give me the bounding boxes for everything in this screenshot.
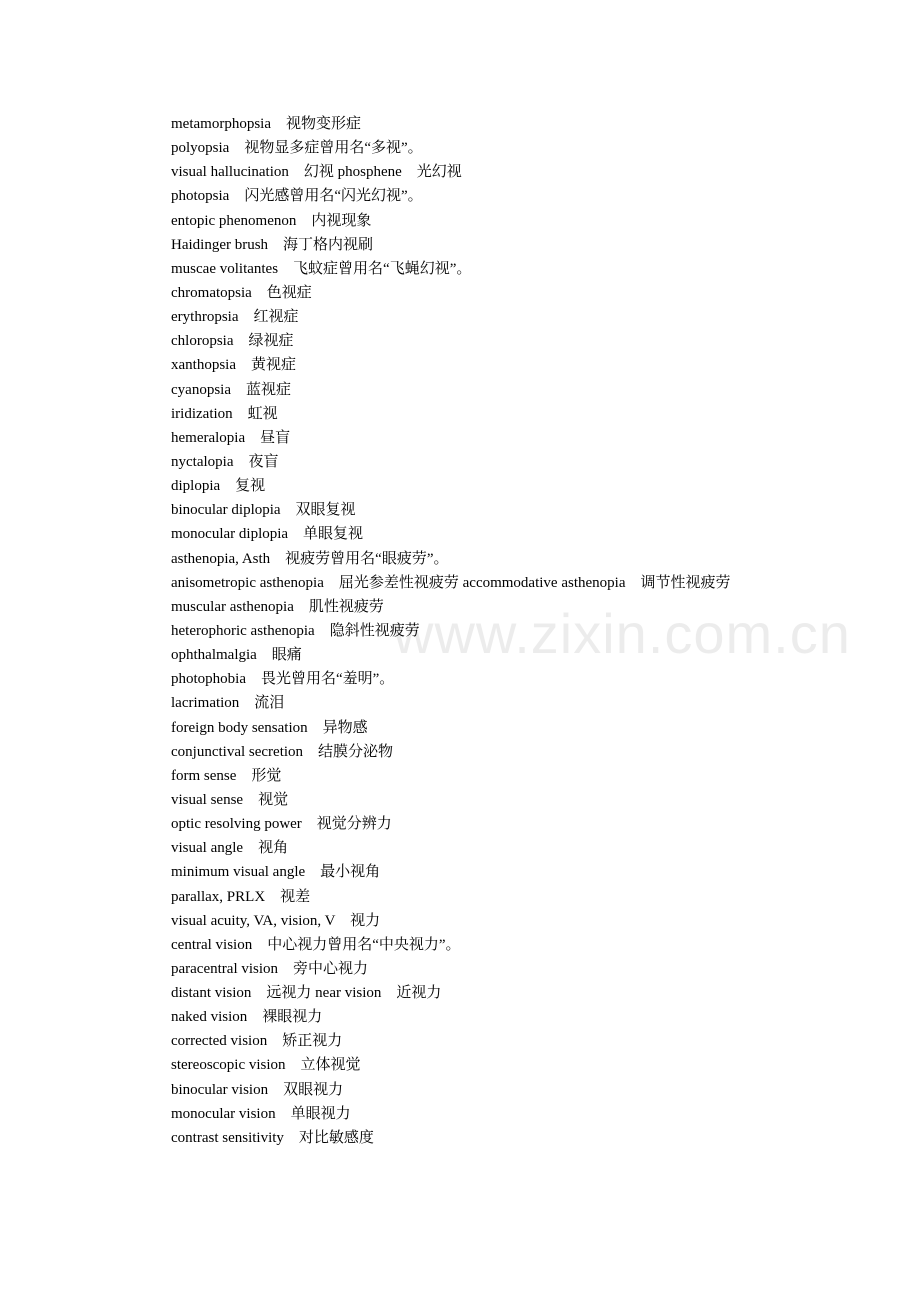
glossary-entry: polyopsia 视物显多症曾用名“多视”。	[171, 140, 423, 157]
glossary-entry: metamorphopsia 视物变形症	[171, 116, 361, 132]
glossary-entry: binocular diplopia 双眼复视	[171, 502, 356, 519]
glossary-entry: conjunctival secretion 结膜分泌物	[171, 743, 394, 760]
glossary-entry: asthenopia, Asth 视疲劳曾用名“眼疲劳”。	[171, 550, 449, 567]
glossary-entry: xanthopsia 黄视症	[171, 357, 296, 374]
glossary-entry: foreign body sensation 异物感	[171, 719, 368, 736]
glossary-entry: heterophoric asthenopia 隐斜性视疲劳	[171, 622, 420, 639]
glossary-entry: central vision 中心视力曾用名“中央视力”。	[171, 936, 461, 953]
glossary-entry: visual hallucination 幻视 phosphene 光幻视	[171, 164, 462, 181]
glossary-entry: nyctalopia 夜盲	[171, 453, 279, 470]
glossary-entry: paracentral vision 旁中心视力	[171, 960, 369, 977]
glossary-entry: photophobia 畏光曾用名“羞明”。	[171, 671, 395, 688]
glossary-entry: Haidinger brush 海丁格内视刷	[171, 236, 374, 253]
glossary-entry: lacrimation 流泪	[171, 695, 285, 712]
glossary-entry: optic resolving power 视觉分辨力	[171, 816, 392, 833]
glossary-entry: minimum visual angle 最小视角	[171, 864, 381, 881]
glossary-entry: stereoscopic vision 立体视觉	[171, 1057, 361, 1074]
glossary-entry: contrast sensitivity 对比敏感度	[171, 1129, 374, 1146]
glossary-entry: form sense 形觉	[171, 767, 282, 784]
glossary-entry: chromatopsia 色视症	[171, 284, 312, 301]
glossary-entry: naked vision 裸眼视力	[171, 1009, 323, 1026]
glossary-entry: binocular vision 双眼视力	[171, 1081, 344, 1098]
glossary-entry: visual acuity, VA, vision, V 视力	[171, 912, 381, 929]
glossary-entry: anisometropic asthenopia 屈光参差性视疲劳 accommodative asthenopia 调节性视疲劳	[171, 574, 731, 591]
glossary-entry: cyanopsia 蓝视症	[171, 381, 291, 398]
glossary-entry: chloropsia 绿视症	[171, 333, 294, 350]
glossary-entry: diplopia 复视	[171, 478, 266, 495]
glossary-list	[171, 112, 730, 1150]
glossary-entry: visual angle 视角	[171, 840, 289, 857]
glossary-entry: parallax, PRLX 视差	[171, 888, 311, 905]
glossary-entry: photopsia 闪光感曾用名“闪光幻视”。	[171, 188, 423, 205]
glossary-entry: ophthalmalgia 眼痛	[171, 647, 302, 664]
glossary-entry: corrected vision 矫正视力	[171, 1033, 343, 1050]
glossary-entry: erythropsia 红视症	[171, 309, 299, 326]
glossary-entry: muscular asthenopia 肌性视疲劳	[171, 598, 384, 615]
glossary-entry: iridization 虹视	[171, 405, 278, 422]
glossary-entry: entopic phenomenon 内视现象	[171, 212, 372, 229]
glossary-entry: hemeralopia 昼盲	[171, 429, 291, 446]
glossary-entry: visual sense 视觉	[171, 791, 289, 808]
glossary-entry: distant vision 远视力 near vision 近视力	[171, 985, 442, 1002]
glossary-entry: monocular diplopia 单眼复视	[171, 526, 364, 543]
watermark: www.zixin.com.cn	[393, 602, 851, 665]
glossary-entry: muscae volitantes 飞蚊症曾用名“飞蝇幻视”。	[171, 260, 472, 277]
glossary-entry: monocular vision 单眼视力	[171, 1105, 351, 1122]
